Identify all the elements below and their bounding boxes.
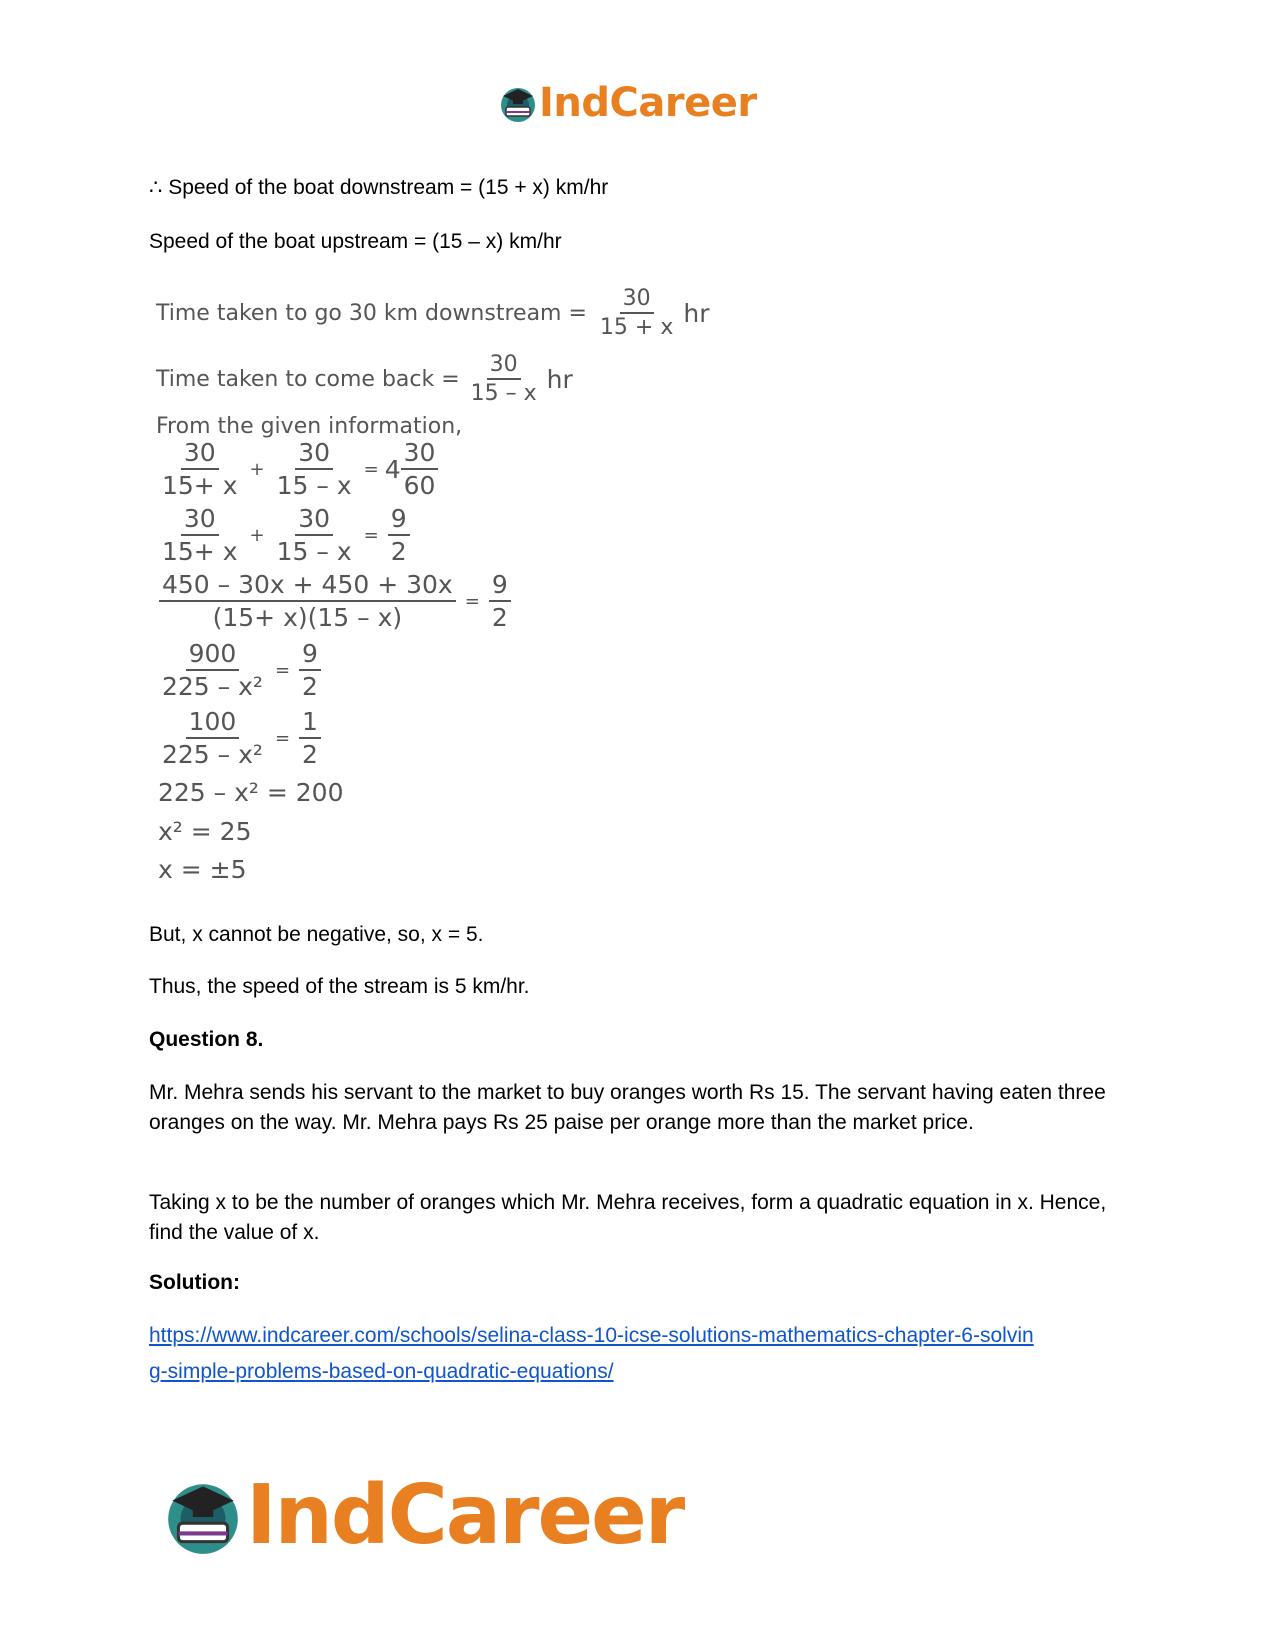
numerator: 9 [489, 570, 511, 602]
denominator: 15+ x [162, 537, 238, 566]
denominator: 60 [403, 471, 436, 500]
fraction [159, 639, 266, 701]
not-negative-text: But, x cannot be negative, so, x = 5. [149, 923, 484, 946]
fraction [159, 438, 241, 500]
fraction [468, 352, 540, 406]
plus-sign: + [249, 524, 265, 546]
denominator: 2 [302, 672, 318, 701]
math-line-given-info: From the given information, [156, 414, 463, 439]
numerator: 30 [181, 504, 219, 536]
logo-brand-text: IndCareer [246, 1467, 684, 1563]
upstream-speed-text: Speed of the boat upstream = (15 – x) km/hr [149, 230, 562, 253]
question-heading: Question 8. [149, 1028, 264, 1051]
fraction [274, 438, 355, 500]
unit-hr: hr [683, 298, 710, 328]
equals-sign: = [464, 590, 480, 612]
conclusion-text: Thus, the speed of the stream is 5 km/hr. [149, 975, 530, 998]
indcareer-logo-bottom [160, 1467, 684, 1563]
fraction [299, 639, 321, 701]
numerator: 900 [186, 639, 240, 671]
mixed-whole: 4 [384, 454, 401, 484]
denominator: 2 [302, 740, 318, 769]
numerator: 450 – 30x + 450 + 30x [159, 570, 456, 602]
denominator: 2 [491, 603, 508, 632]
denominator: 15 – x [276, 537, 352, 566]
numerator: 30 [487, 352, 521, 380]
numerator: 30 [181, 438, 219, 470]
fraction [274, 504, 355, 566]
numerator: 9 [299, 639, 321, 671]
math-line-equation-4 [156, 639, 324, 701]
solution-math-image [156, 286, 716, 906]
graduation-cap-book-globe-icon [160, 1472, 246, 1558]
fraction [159, 504, 241, 566]
numerator: 30 [620, 286, 654, 314]
denominator: 15 – x [276, 471, 352, 500]
equals-sign: = [363, 524, 379, 546]
math-line-time-back [156, 352, 573, 406]
fraction [597, 286, 676, 340]
denominator: 15 + x [599, 315, 674, 340]
downstream-speed-text: ∴ Speed of the boat downstream = (15 + x) km/hr [149, 176, 609, 199]
math-label: Time taken to go 30 km downstream = [156, 300, 587, 326]
denominator: 15+ x [162, 471, 238, 500]
fraction [159, 570, 456, 632]
numerator: 100 [186, 707, 240, 739]
math-line-equation-7: x² = 25 [158, 817, 252, 846]
equals-sign: = [274, 659, 291, 681]
fraction [401, 438, 439, 500]
denominator: (15+ x)(15 – x) [212, 603, 403, 632]
denominator: 15 – x [470, 381, 537, 406]
math-line-equation-2 [156, 504, 413, 566]
numerator: 1 [299, 707, 321, 739]
unit-hr: hr [546, 364, 573, 394]
denominator: 225 – x² [162, 740, 263, 769]
math-line-equation-8: x = ±5 [158, 855, 247, 884]
fraction [299, 707, 321, 769]
question-paragraph-1: Mr. Mehra sends his servant to the market to buy oranges worth Rs 15. The servant having eaten three oranges on the way. Mr. Mehra pays Rs 25 paise per orange more than the market price. [149, 1081, 1106, 1134]
math-line-equation-3 [156, 570, 514, 632]
plus-sign: + [249, 458, 265, 480]
math-line-time-downstream [156, 286, 709, 340]
fraction [388, 504, 410, 566]
link-line-2[interactable]: g-simple-problems-based-on-quadratic-equations/ [149, 1360, 614, 1383]
fraction [159, 707, 266, 769]
solution-heading: Solution: [149, 1271, 240, 1294]
link-line-1[interactable]: https://www.indcareer.com/schools/selina-class-10-icse-solutions-mathematics-chapter-6-solvin [149, 1324, 1034, 1347]
numerator: 30 [401, 438, 439, 470]
math-line-equation-6: 225 – x² = 200 [158, 778, 344, 807]
equals-sign: = [363, 458, 379, 480]
solutions-link[interactable] [149, 1318, 1149, 1390]
math-line-equation-1 [156, 438, 441, 500]
equals-sign: = [274, 727, 291, 749]
math-label: Time taken to come back = [156, 366, 460, 392]
graduation-cap-book-globe-icon [497, 82, 539, 124]
numerator: 9 [388, 504, 410, 536]
question-paragraph-2: Taking x to be the number of oranges which Mr. Mehra receives, form a quadratic equation in x. Hence, find the value of x. [149, 1191, 1107, 1244]
math-line-equation-5 [156, 707, 324, 769]
fraction [489, 570, 511, 632]
denominator: 2 [390, 537, 407, 566]
numerator: 30 [295, 438, 333, 470]
logo-brand-text: IndCareer [539, 80, 757, 126]
denominator: 225 – x² [162, 672, 263, 701]
indcareer-logo-top [497, 80, 757, 126]
numerator: 30 [295, 504, 333, 536]
